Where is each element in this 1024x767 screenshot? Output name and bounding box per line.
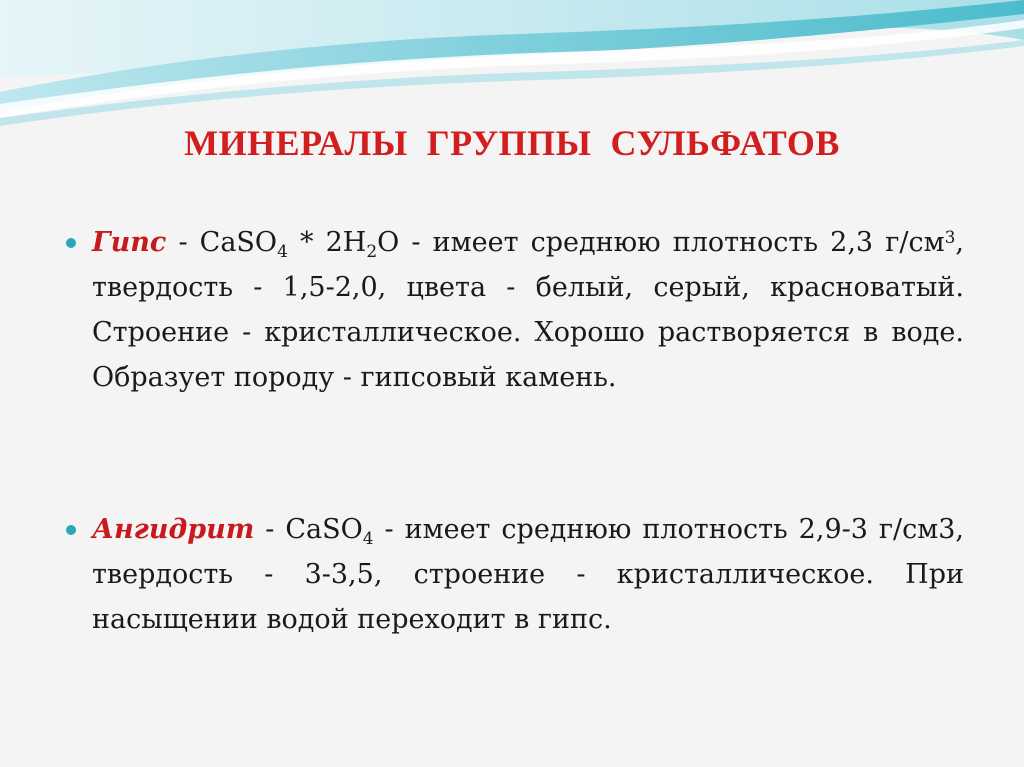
description-text: O - имеет среднюю плотность 2,3 г/см: [377, 227, 945, 258]
subscript: 2: [366, 242, 378, 262]
bullet-icon: [66, 525, 76, 535]
formula-text: - CaSO: [166, 227, 278, 258]
subscript: 4: [277, 242, 288, 262]
term-gypsum: Гипс: [92, 227, 167, 258]
list-item-gypsum: [92, 220, 964, 400]
wave-decoration: [0, 0, 1024, 130]
term-anhydrite: Ангидрит: [92, 514, 255, 545]
bullet-icon: [66, 238, 76, 248]
list-item-anhydrite: [92, 507, 964, 642]
subscript: 4: [362, 529, 374, 549]
description-text: , твердость - 1,5-2,0, цвета - белый, серый, красноватый. Строение - кристаллическое. Хорошо растворяется в воде. Образует породу - гипсовый камень.: [92, 227, 964, 393]
formula-text: - CaSO: [254, 514, 363, 545]
description-text: - имеет среднюю плотность 2,9-3 г/см3, твердость - 3-3,5, строение - кристаллическое. При насыщении водой переходит в гипс.: [92, 514, 964, 635]
slide-title: МИНЕРАЛЫ ГРУППЫ СУЛЬФАТОВ: [184, 123, 840, 163]
superscript: 3: [944, 228, 956, 248]
formula-text: * 2H: [287, 227, 367, 258]
